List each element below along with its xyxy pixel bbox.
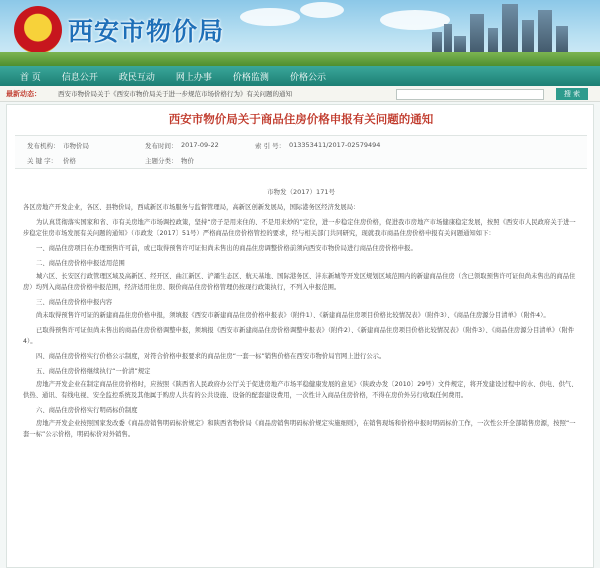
nav-item-online-service[interactable]: 网上办事 [175,72,212,83]
grass-decoration [0,52,600,66]
meta-keyword: 价格 [63,157,76,165]
article-section-heading: 二、商品住房价格申报适用范围 [36,259,125,267]
article-paragraph: 城六区、长安区行政管理区域及高新区、经开区、曲江新区、浐灞生态区、航天基地、国际港务区、沣东新城等开发区规划区域范围内的新建商品住房（含已领取预售许可证但尚未售出的商品住房）均列入商品住房价格申报范围，经济适用住房、限价商品住房价格管理仍按现行政策执行，不列入申报范围。 [23,273,576,291]
main-nav [0,66,600,86]
meta-index-label: 索 引 号： [255,142,286,150]
meta-date-label: 发布时间： [145,142,178,150]
article-section-heading: 三、商品住房价格申报内容 [36,298,113,306]
article-meta [15,135,587,169]
ticker-message[interactable]: 西安市物价局关于《西安市物价局关于进一步规范市场价格行为》有关问题的通知 [58,90,292,98]
cloud-decoration [240,8,300,26]
article-card [6,104,594,568]
article-paragraph: 四、商品住房价格实行价格公示制度，对符合价格申报要求的商品住房“一套一标”销售价格在西安市物价局官网上进行公示。 [36,352,386,360]
search-input[interactable] [396,89,544,100]
nav-item-home[interactable]: 首 页 [20,72,41,83]
ticker-label: 最新动态： [6,90,41,98]
news-ticker [0,86,600,102]
meta-keyword-label: 关 键 字： [27,157,58,165]
article-paragraph: 各区房地产开发企业，各区、县物价局，西咸新区市场服务与监督管理局，高新区创新发展局，国际港务区经济发展局： [23,204,360,211]
cloud-decoration [300,2,344,18]
article-paragraph: 房地产开发企业在制定商品住房价格时，应按照《陕西省人民政府办公厅关于促进房地产市场平稳健康发展的意见》（陕政办发〔2010〕29号）文件规定，将开发建设过程中的水、供电、供气、供热、通讯、有线电视、安全监控系统及其他属于购房人共有的公共设施、设备的配套建设费用，一次性计入商品住房价格，不得在房价外另行收取任何费用。 [23,381,578,399]
meta-category: 物价 [181,157,194,165]
meta-publisher: 市物价局 [63,142,89,150]
nav-item-info-disclosure[interactable]: 信息公开 [61,72,98,83]
meta-category-label: 主题分类： [145,157,178,165]
nav-item-price-publicity[interactable]: 价格公示 [289,72,326,83]
meta-publisher-label: 发布机构： [27,142,60,150]
nav-item-interaction[interactable]: 政民互动 [118,72,155,83]
meta-date: 2017-09-22 [181,141,219,149]
article-section-heading: 五、商品住房价格继续执行“一价清”规定 [36,367,151,375]
meta-index: 013353411/2017-02579494 [289,141,381,149]
national-emblem-icon: ★ [14,6,62,54]
header-banner [0,0,600,66]
article-body [23,203,579,445]
city-skyline-image [432,2,572,54]
article-section-heading: 六、商品住房价格实行明码标价制度 [36,406,138,414]
article-paragraph: 已取得预售许可证但尚未售出的商品住房价格调整申报，须填报《西安市新建商品住房价格调整申报表》（附件2）、《新建商品住房项目价格比较情况表》（附件3）、《商品住房源分目清单》（附件4）。 [23,327,575,345]
article-paragraph: 为认真贯彻落实国家和省、市有关房地产市场调控政策，坚持“房子是用来住的、不是用来炒的”定位，进一步稳定住房价格，促进我市房地产市场健康稳定发展，按照《西安市人民政府关于进一步稳定住房市场发展有关问题的通知》（市政发〔2017〕51号）严格商品住房价格管控的要求，经与相关部门共同研究，现就我市商品住房价格申报有关问题通知如下： [23,219,576,237]
article-paragraph: 一、商品住房项目在办理预售许可前，或已取得预售许可证但尚未售出的商品住房调整价格前须向西安市物价局进行商品住房价格申报。 [36,244,417,252]
article-paragraph: 尚未取得预售许可证的新建商品住房价格申报，须填报《西安市新建商品住房价格申报表》（附件1）、《新建商品住房项目价格比较情况表》（附件3）、《商品住房源分目清单》（附件4）。 [36,312,550,319]
article-title: 西安市物价局关于商品住房价格申报有关问题的通知 [168,112,434,126]
search-button[interactable]: 搜 索 [556,88,588,100]
nav-item-price-monitoring[interactable]: 价格监测 [232,72,269,83]
document-number: 市物发（2017）171号 [267,188,335,196]
site-title[interactable]: 西安市物价局 [68,17,225,46]
article-paragraph: 房地产开发企业按照国家发改委《商品房销售明码标价规定》和陕西省物价局《商品房销售明码标价规定实施细则》，在销售现场和价格申报时明码标价工作，一次性公开全部销售房源，按照“一套一标”公示价格，明码标价对外销售。 [23,420,576,438]
